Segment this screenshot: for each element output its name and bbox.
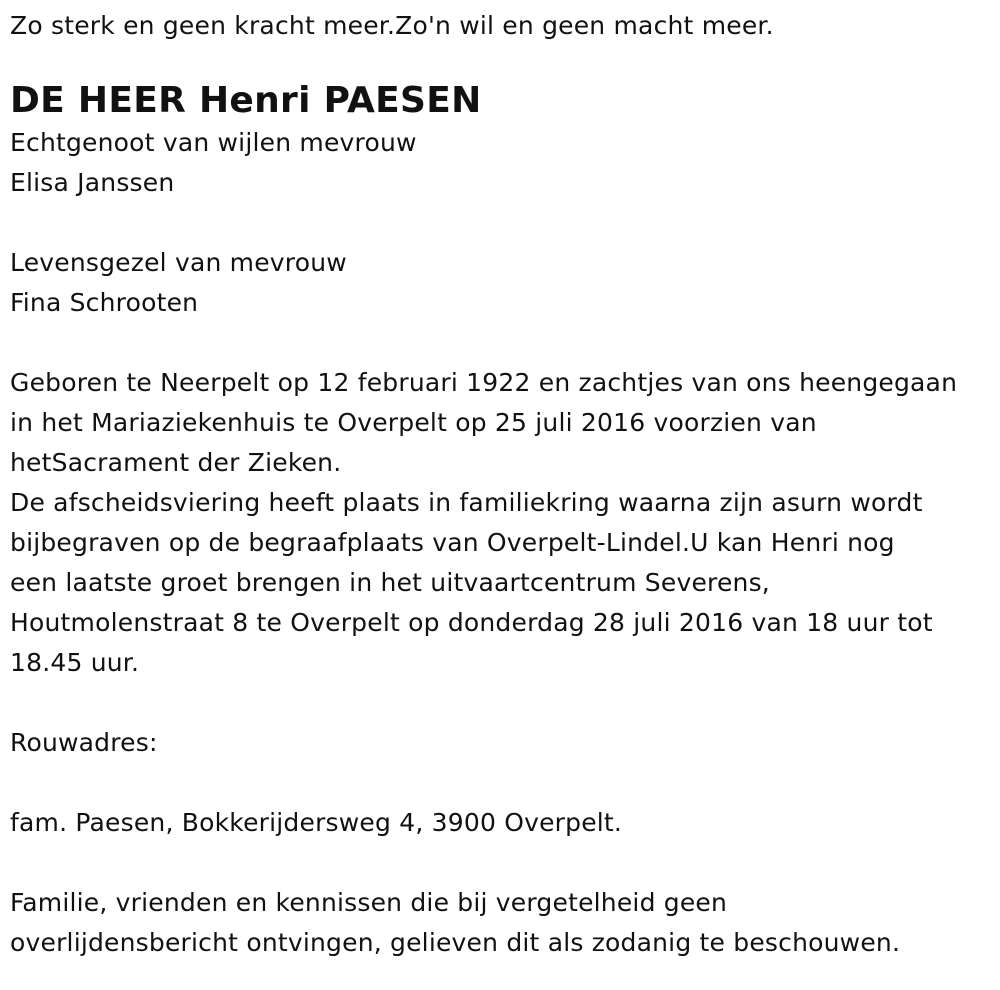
announcement-line: 18.45 uur. — [10, 648, 140, 677]
motto-text: Zo sterk en geen kracht meer.Zo'n wil en geen macht meer. — [10, 11, 774, 40]
partner-name: Fina Schrooten — [10, 288, 199, 317]
announcement-line: De afscheidsviering heeft plaats in familiekring waarna zijn asurn wordt — [10, 488, 923, 517]
obituary-document — [10, 6, 995, 963]
closing-line-1: Familie, vrienden en kennissen die bij vergetelheid geen — [10, 888, 728, 917]
partner-line-1: Levensgezel van mevrouw — [10, 248, 347, 277]
announcement-line: Geboren te Neerpelt op 12 februari 1922 en zachtjes van ons heengegaan — [10, 368, 958, 397]
spacer — [10, 203, 995, 243]
address-label: Rouwadres: — [10, 728, 158, 757]
announcement-line: bijbegraven op de begraafplaats van Overpelt-Lindel.U kan Henri nog — [10, 528, 895, 557]
address-value: fam. Paesen, Bokkerijdersweg 4, 3900 Overpelt. — [10, 808, 623, 837]
spacer — [10, 843, 995, 883]
spouse-line-1: Echtgenoot van wijlen mevrouw — [10, 128, 417, 157]
closing-line-2: overlijdensbericht ontvingen, gelieven dit als zodanig te beschouwen. — [10, 928, 901, 957]
announcement-line: Houtmolenstraat 8 te Overpelt op donderdag 28 juli 2016 van 18 uur tot — [10, 608, 933, 637]
spacer — [10, 683, 995, 723]
announcement-line: hetSacrament der Zieken. — [10, 448, 342, 477]
deceased-name-heading: DE HEER Henri PAESEN — [10, 80, 482, 121]
announcement-paragraph — [10, 363, 995, 683]
announcement-line: een laatste groet brengen in het uitvaartcentrum Severens, — [10, 568, 770, 597]
spouse-name: Elisa Janssen — [10, 168, 175, 197]
announcement-line: in het Mariaziekenhuis te Overpelt op 25 juli 2016 voorzien van — [10, 408, 817, 437]
spacer — [10, 323, 995, 363]
spacer — [10, 763, 995, 803]
